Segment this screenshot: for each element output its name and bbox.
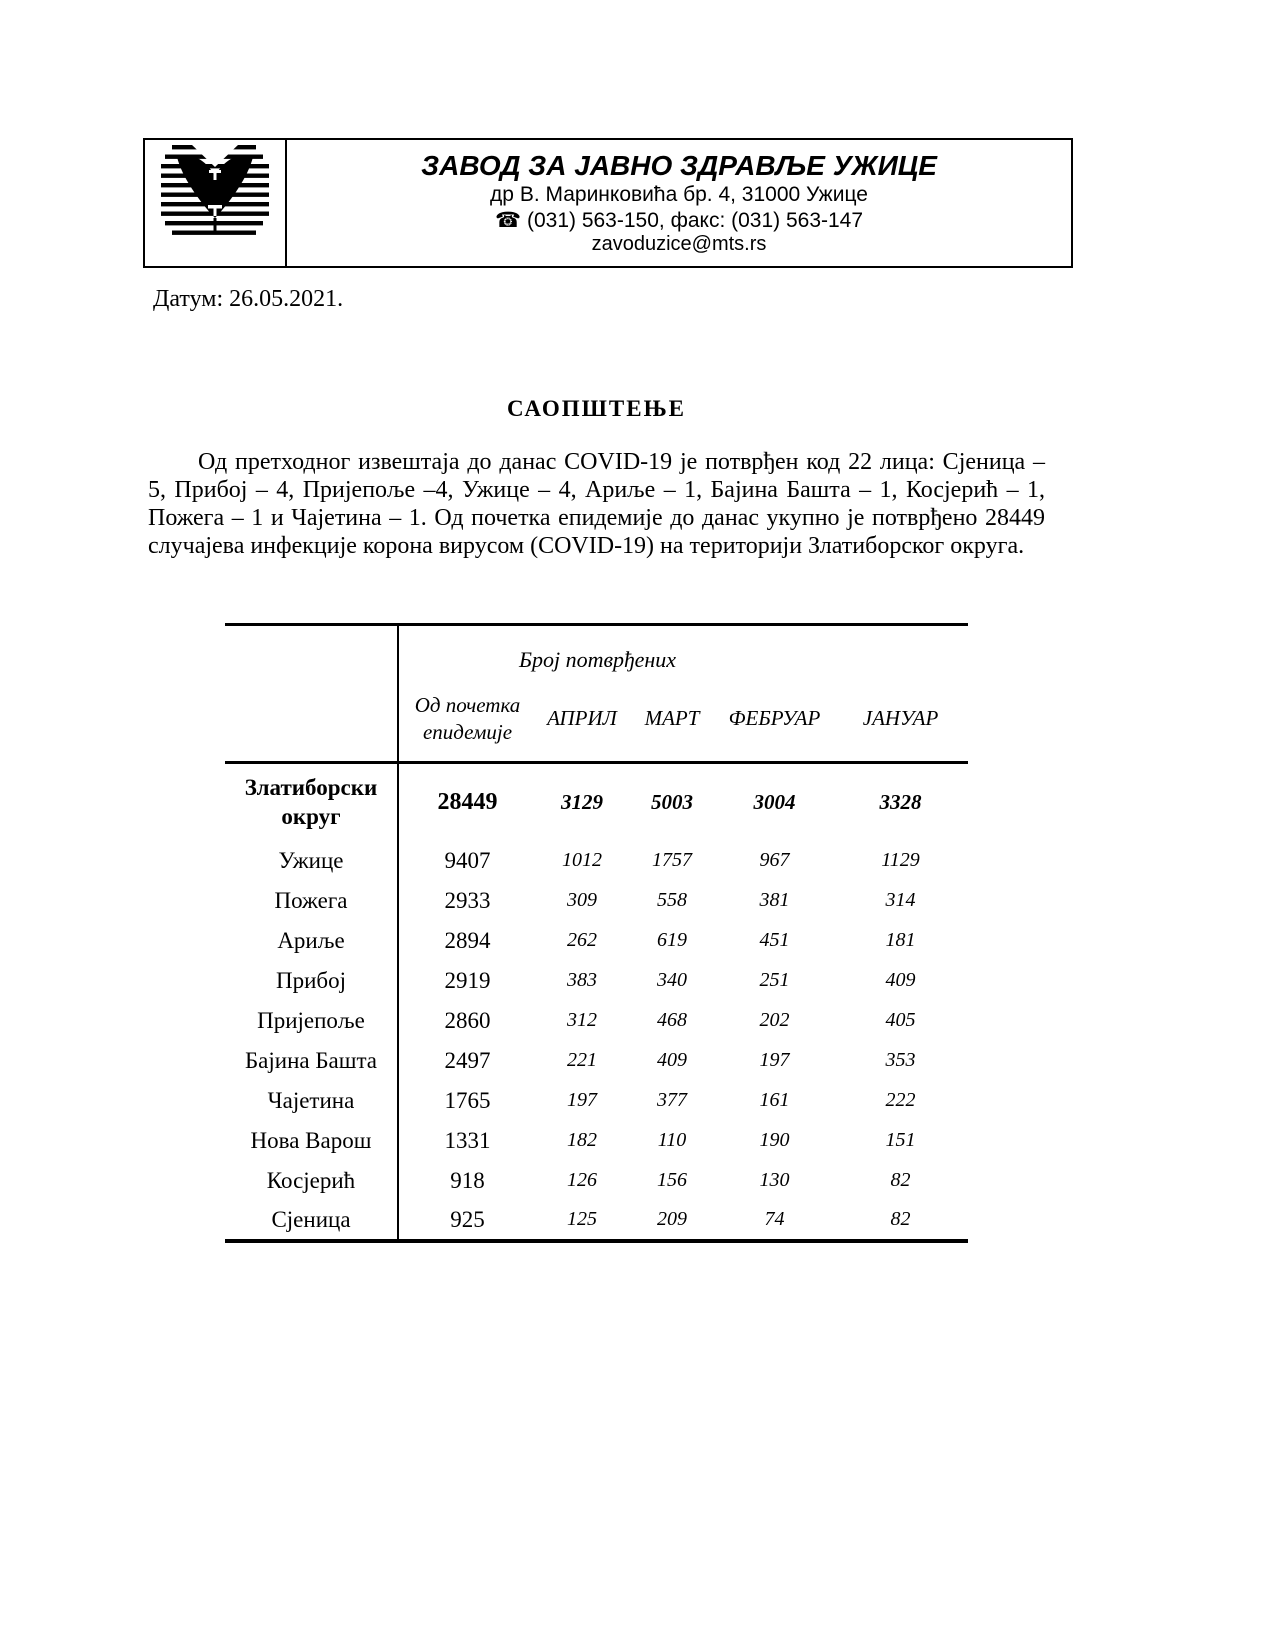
cell-month-value: 182 [567, 1129, 597, 1151]
body-paragraph: Од претходног извештаја до данас COVID-19 је потврђен код 22 лица: Сјеница – 5, Прибој – 4, Пријепоље –4, Ужице – 4, Ариље – 1, Бајина Башта – 1, Косјерић – 1, Пожега – 1 и Чајетина – 1. Од почетка епидемије до данас укупно је потврђено 28449 случајева инфекције корона вирусом (COVID-19) на територији Златиборског округа. [148, 449, 1045, 559]
phone-icon: ☎ [494, 208, 522, 232]
municipality-name: Ужице [225, 841, 398, 881]
table-row [225, 1081, 968, 1121]
cell-total-since-start: 2894 [444, 927, 491, 953]
table-row [225, 921, 968, 961]
cell-month-value: 377 [657, 1089, 687, 1111]
column-header-mart: МАРТ [628, 677, 716, 763]
cell-month-value: 126 [567, 1169, 597, 1191]
letterhead-info [287, 140, 1071, 266]
cell-total-since-start: 925 [450, 1206, 485, 1232]
cell-total-since-start: 9407 [444, 847, 491, 873]
empty-corner-cell [225, 625, 398, 677]
table-row [225, 763, 968, 841]
column-header-januar: ЈАНУАР [833, 677, 968, 763]
cell-month-value: 251 [759, 969, 790, 991]
table-row [225, 841, 968, 881]
cell-month-value: 309 [567, 889, 597, 911]
org-email: zavoduzice@mts.rs [591, 233, 767, 256]
empty-header-cell [225, 677, 398, 763]
cell-month-value: 468 [657, 1009, 687, 1031]
cell-month-value: 156 [657, 1169, 687, 1191]
cell-month-value: 1129 [881, 849, 920, 871]
column-header-februar: ФЕБРУАР [716, 677, 833, 763]
cell-total-since-start: 2933 [444, 887, 491, 913]
group-header-cell [398, 625, 968, 677]
municipality-name: Златиборски округ [225, 763, 398, 841]
municipality-name: Нова Варош [225, 1121, 398, 1161]
table-row [225, 1161, 968, 1201]
cell-month-value: 3328 [879, 789, 922, 814]
page-title: САОПШТЕЊЕ [506, 396, 687, 421]
cell-month-value: 558 [657, 889, 687, 911]
table-row [225, 1121, 968, 1161]
table-row [225, 1201, 968, 1241]
column-header-april: АПРИЛ [536, 677, 628, 763]
cell-total-since-start: 1331 [444, 1127, 491, 1153]
cell-month-value: 190 [759, 1129, 790, 1151]
municipality-name: Пријепоље [225, 1001, 398, 1041]
cell-month-value: 1012 [562, 849, 602, 871]
cell-month-value: 181 [885, 929, 916, 951]
cell-month-value: 222 [885, 1089, 916, 1111]
cell-total-since-start: 2919 [444, 967, 491, 993]
municipality-name: Чајетина [225, 1081, 398, 1121]
table-body [225, 763, 968, 1241]
cell-total-since-start: 1765 [444, 1087, 491, 1113]
municipality-name: Косјерић [225, 1161, 398, 1201]
municipality-name: Сјеница [225, 1201, 398, 1241]
cell-month-value: 74 [764, 1208, 785, 1230]
cell-month-value: 161 [759, 1089, 790, 1111]
table-row [225, 1041, 968, 1081]
org-address: др В. Маринковића бр. 4, 31000 Ужице [490, 183, 868, 207]
cell-month-value: 409 [657, 1049, 687, 1071]
cell-month-value: 967 [759, 849, 790, 871]
cell-total-since-start: 28449 [437, 788, 498, 815]
municipality-name: Ариље [225, 921, 398, 961]
cell-month-value: 221 [567, 1049, 597, 1071]
cell-month-value: 619 [657, 929, 687, 951]
cell-month-value: 1757 [652, 849, 692, 871]
cell-month-value: 312 [567, 1009, 597, 1031]
cell-total-since-start: 2497 [444, 1047, 491, 1073]
column-header-total: Од почетка епидемије [398, 677, 536, 763]
org-phone-line [287, 209, 1071, 233]
cell-month-value: 197 [567, 1089, 597, 1111]
cell-month-value: 451 [759, 929, 790, 951]
logo-cell [145, 140, 287, 266]
cell-month-value: 82 [890, 1169, 911, 1191]
table-row [225, 961, 968, 1001]
org-name: ЗАВОД ЗА ЈАВНО ЗДРАВЉЕ УЖИЦЕ [421, 150, 937, 181]
cell-month-value: 314 [885, 889, 916, 911]
org-phone: (031) 563-150, факс: (031) 563-147 [526, 208, 864, 232]
cell-month-value: 82 [890, 1208, 911, 1230]
cell-month-value: 202 [759, 1009, 790, 1031]
municipality-name: Прибој [225, 961, 398, 1001]
table-group-header-row [225, 625, 968, 677]
table-column-header-row [225, 677, 968, 763]
cell-month-value: 110 [657, 1129, 687, 1151]
table-row [225, 881, 968, 921]
institute-logo-icon [159, 145, 271, 250]
cell-month-value: 197 [759, 1049, 790, 1071]
cell-month-value: 125 [567, 1208, 597, 1230]
cell-total-since-start: 2860 [444, 1007, 491, 1033]
cell-month-value: 209 [657, 1208, 687, 1230]
cell-month-value: 353 [885, 1049, 916, 1071]
cell-total-since-start: 918 [450, 1167, 485, 1193]
cell-month-value: 340 [657, 969, 687, 991]
cell-month-value: 262 [567, 929, 597, 951]
cell-month-value: 3129 [561, 789, 603, 814]
letterhead-box [143, 138, 1073, 268]
cell-month-value: 405 [885, 1009, 916, 1031]
cell-month-value: 381 [759, 889, 790, 911]
table-row [225, 1001, 968, 1041]
municipality-name: Пожега [225, 881, 398, 921]
cell-month-value: 130 [759, 1169, 790, 1191]
cell-month-value: 3004 [753, 789, 796, 814]
municipality-name: Бајина Башта [225, 1041, 398, 1081]
group-header-label: Број потврђених [519, 646, 677, 672]
date-line: Датум: 26.05.2021. [153, 286, 344, 312]
cell-month-value: 5003 [651, 789, 693, 814]
cell-month-value: 383 [567, 969, 597, 991]
confirmed-cases-table [225, 623, 968, 1243]
cell-month-value: 409 [885, 969, 916, 991]
cell-month-value: 151 [885, 1129, 916, 1151]
